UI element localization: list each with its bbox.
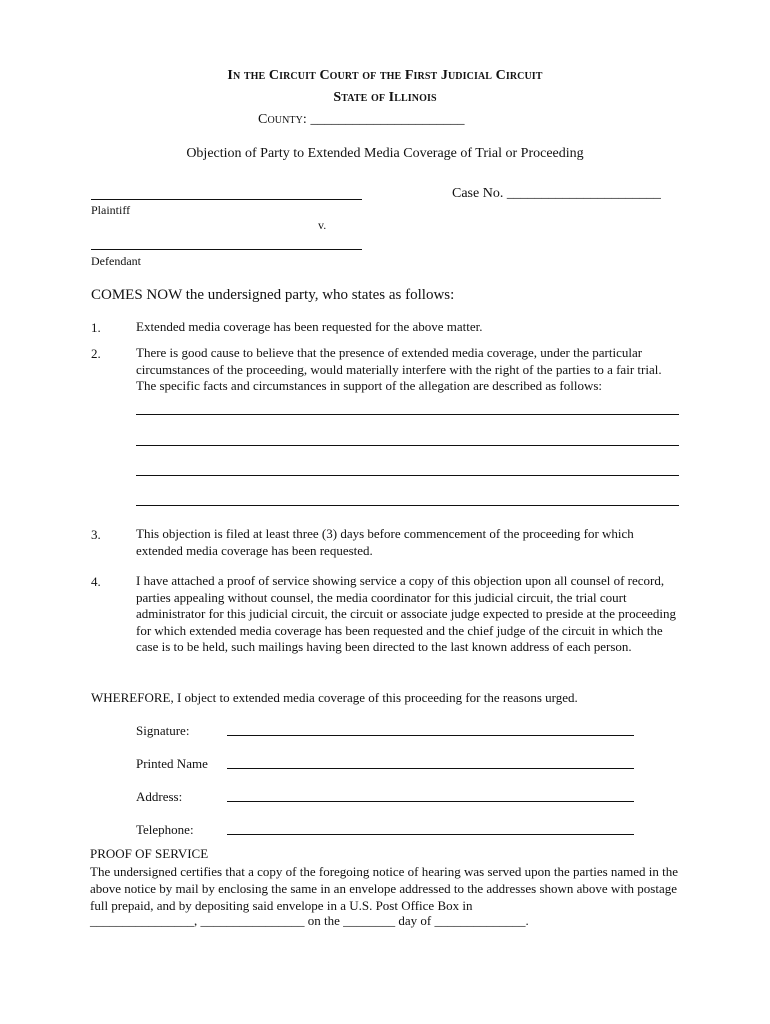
defendant-line[interactable] <box>91 249 362 250</box>
versus-label: v. <box>318 218 327 232</box>
telephone-line[interactable] <box>227 834 634 835</box>
county-line[interactable] <box>258 112 464 128</box>
defendant-label: Defendant <box>91 254 141 268</box>
explanation-line[interactable] <box>136 414 679 415</box>
address-line[interactable] <box>227 801 634 802</box>
printed-name-line[interactable] <box>227 768 634 769</box>
form-title: Objection of Party to Extended Media Coverage of Trial or Proceeding <box>186 146 584 161</box>
item-number: 4. <box>91 574 101 589</box>
signature-label: Signature: <box>136 723 190 738</box>
item-number: 1. <box>91 320 101 335</box>
proof-of-service-heading: PROOF OF SERVICE <box>90 846 209 861</box>
wherefore-statement: WHEREFORE, I object to extended media coverage of this proceeding for the reasons urged. <box>91 690 578 705</box>
item-text: I have attached a proof of service showing service a copy of this objection upon all counsel of record, parties appealing without counsel, the media coordinator for this judicial circuit, the trial court administrator for this judicial circuit, the circuit or associate judge expected to preside at the proceeding for which extended media coverage has been requested and the chief judge of the circuit in which the case is to be held, such mailings having been directed to the last known address of each person. <box>136 573 677 654</box>
court-name-line: In the Circuit Court of the First Judicial Circuit <box>227 68 543 83</box>
printed-name-label: Printed Name <box>136 756 208 771</box>
item-number: 2. <box>91 346 101 361</box>
item-text: There is good cause to believe that the presence of extended media coverage, under the particular circumstances of the proceeding, would materially interfere with the right of the parties to a fair trial. The specific facts and circumstances in support of the allegation are described as follows: <box>136 345 662 393</box>
item-text: This objection is filed at least three (3) days before commencement of the proceeding for which extended media coverage has been requested. <box>136 526 634 558</box>
case-number[interactable] <box>452 186 661 202</box>
proof-of-service-text: The undersigned certifies that a copy of the foregoing notice of hearing was served upon the parties named in the above notice by mail by enclosing the same in an envelope addressed to the addresses shown above with postage full prepaid, and by depositing said envelope in a U.S. Post Office Box in <box>90 864 679 913</box>
county-label: County: <box>258 112 307 127</box>
telephone-label: Telephone: <box>136 822 194 837</box>
state-line: State of Illinois <box>333 90 437 105</box>
proof-date-line[interactable]: ________________, ________________ on the ________ day of ______________. <box>90 913 529 928</box>
item-number: 3. <box>91 527 101 542</box>
case-no-blank[interactable]: ______________________ <box>506 186 661 201</box>
plaintiff-label: Plaintiff <box>91 203 131 217</box>
explanation-line[interactable] <box>136 505 679 506</box>
plaintiff-line[interactable] <box>91 199 362 200</box>
signature-line[interactable] <box>227 735 634 736</box>
explanation-line[interactable] <box>136 445 679 446</box>
case-no-label: Case No. <box>452 186 504 201</box>
address-label: Address: <box>136 789 183 804</box>
county-blank[interactable]: ______________________ <box>310 112 465 127</box>
item-text: Extended media coverage has been requested for the above matter. <box>136 319 483 334</box>
intro-statement: COMES NOW the undersigned party, who states as follows: <box>91 287 455 303</box>
explanation-line[interactable] <box>136 475 679 476</box>
